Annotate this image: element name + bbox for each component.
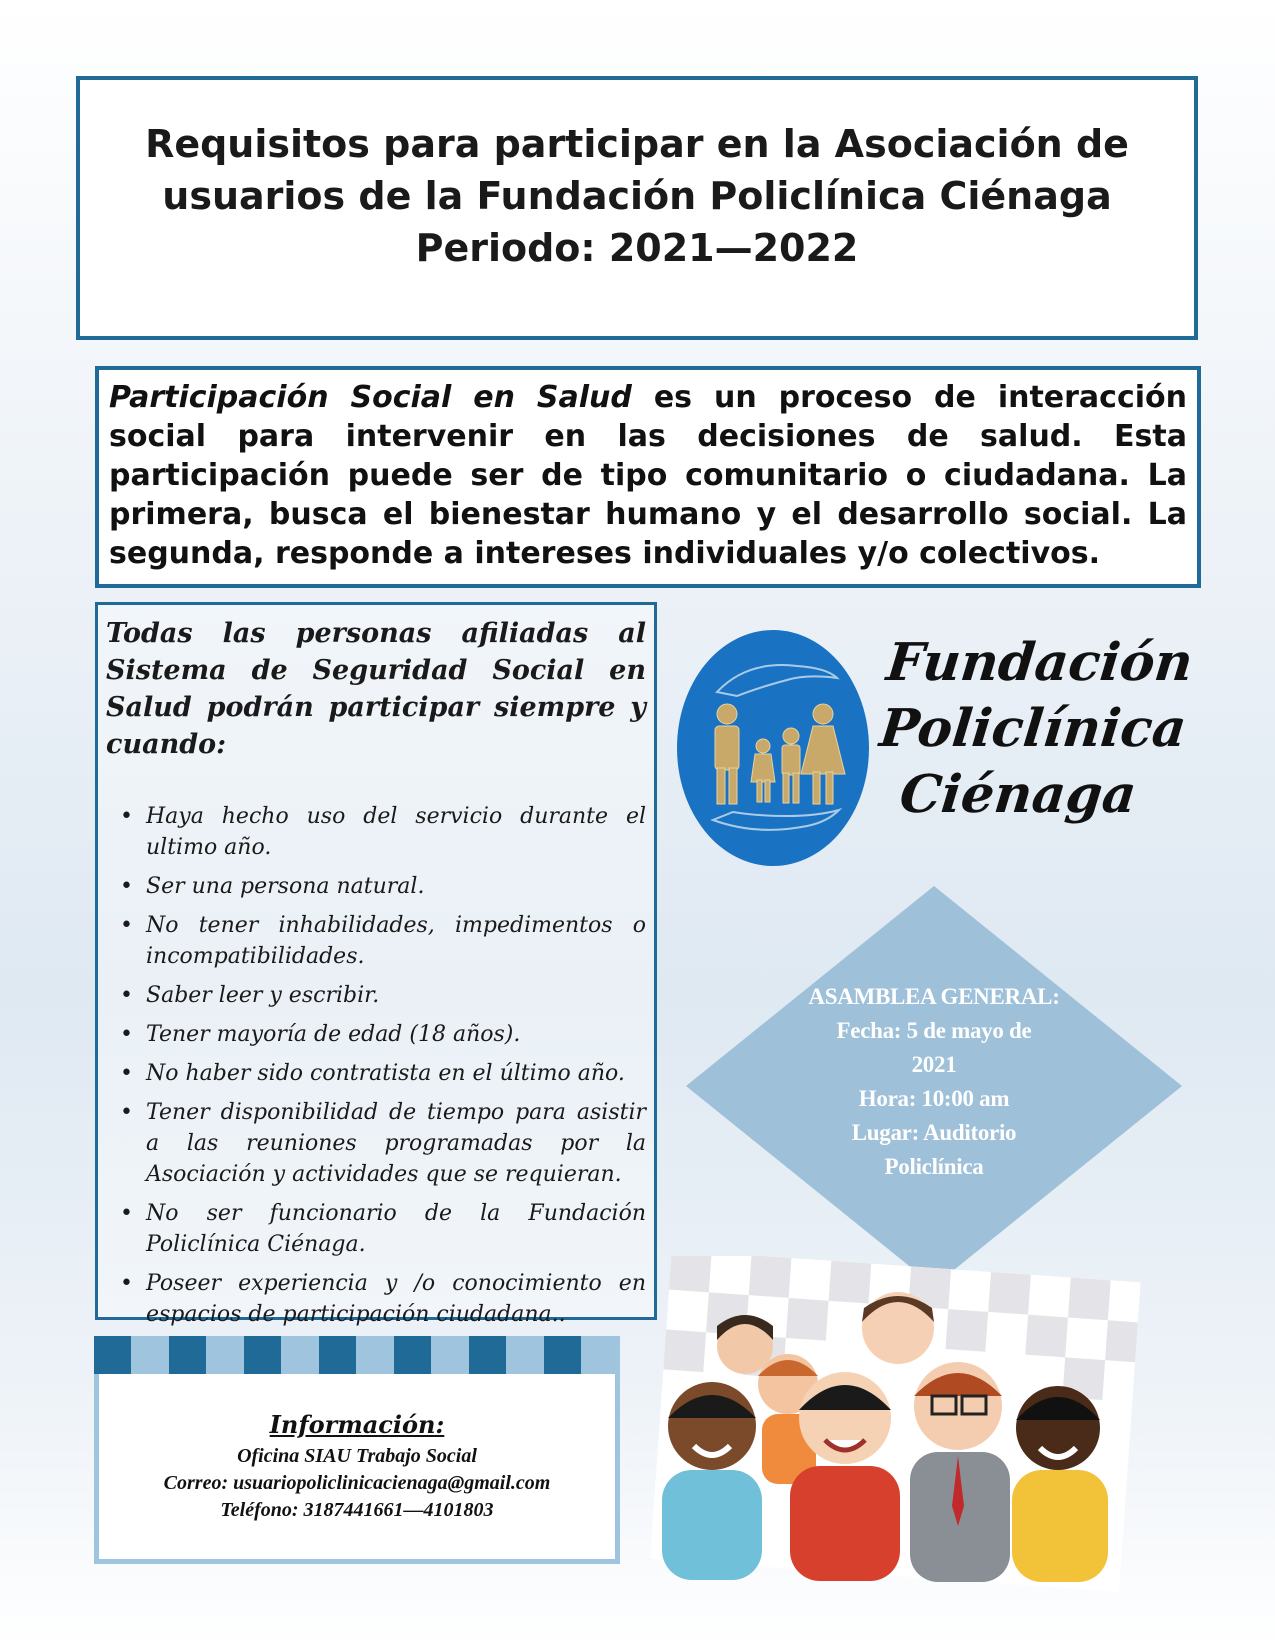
info-phone: Teléfono: 3187441661—4101803 [220, 1499, 494, 1521]
bullet-icon: • [120, 983, 133, 1008]
list-item-text: No haber sido contratista en el último año. [146, 1061, 625, 1086]
bullet-icon: • [120, 874, 133, 899]
bullet-icon: • [120, 1061, 133, 1086]
list-item-text: No tener inhabilidades, impedimentos o incompatibilidades. [146, 913, 646, 969]
list-item [106, 1198, 646, 1260]
info-office: Oficina SIAU Trabajo Social [237, 1445, 477, 1467]
intro-paragraph [109, 378, 1187, 573]
people-illustration [640, 1256, 1160, 1596]
requirements-heading: Todas las personas afiliadas al Sistema de Seguridad Social en Salud podrán participar siempre y cuando: [106, 618, 646, 760]
info-email: Correo: usuariopoliclinicacienaga@gmail.com [163, 1472, 551, 1494]
bullet-icon: • [120, 1100, 133, 1125]
info-stripe [94, 1336, 620, 1374]
list-item [106, 1019, 646, 1050]
family-icon [677, 630, 869, 866]
bullet-icon: • [120, 1022, 133, 1047]
bullet-icon: • [120, 804, 133, 829]
intro-emphasis: Participación Social en Salud [109, 380, 632, 415]
list-item [106, 1058, 646, 1089]
assembly-time: Hora: 10:00 am [858, 1086, 1010, 1111]
requirements-box [95, 602, 657, 1327]
requirements-list [106, 801, 646, 1330]
list-item [106, 980, 646, 1011]
list-item-text: Haya hecho uso del servicio durante el ultimo año. [146, 804, 646, 860]
title-line-3: Periodo: 2021—2022 [415, 226, 859, 270]
foundation-name [870, 630, 1196, 828]
list-item-text: Tener mayoría de edad (18 años). [146, 1022, 521, 1047]
list-item-text: No ser funcionario de la Fundación Policlínica Ciénaga. [146, 1201, 646, 1257]
info-heading: Información: [269, 1410, 445, 1439]
title-line-2: usuarios de la Fundación Policlínica Ciénaga [162, 174, 1112, 218]
assembly-place-line-1: Lugar: Auditorio [851, 1120, 1017, 1145]
people-group-icon [640, 1256, 1160, 1596]
bullet-icon: • [120, 1201, 133, 1226]
info-box [94, 1374, 620, 1564]
list-item-text: Tener disponibilidad de tiempo para asistir a las reuniones programadas por la Asociación y actividades que se requieran. [146, 1100, 646, 1187]
foundation-name-line-3: Ciénaga [897, 764, 1140, 825]
list-item-text: Ser una persona natural. [146, 874, 425, 899]
assembly-date-line-1: Fecha: 5 de mayo de [836, 1018, 1032, 1043]
intro-box [95, 366, 1201, 588]
list-item [106, 910, 646, 972]
title-line-1: Requisitos para participar en la Asociación de [145, 122, 1129, 166]
list-item [106, 1268, 646, 1330]
checker-stripe [94, 1336, 620, 1374]
title-box [76, 76, 1198, 340]
foundation-name-line-1: Fundación [883, 632, 1196, 693]
assembly-details [800, 980, 1068, 1184]
assembly-date-line-2: 2021 [911, 1052, 957, 1077]
assembly-title: ASAMBLEA GENERAL: [808, 984, 1060, 1009]
intro-body: es un proceso de interacción social para intervenir en las decisiones de salud. Esta participación puede ser de tipo comunitario o ciudadana. La primera, busca el bienestar humano y el desarrollo social. La segunda, responde a intereses individuales y/o colectivos. [109, 380, 1187, 571]
list-item [106, 1097, 646, 1190]
list-item-text: Poseer experiencia y /o conocimiento en espacios de participación ciudadana.. [146, 1271, 646, 1327]
foundation-name-line-2: Policlínica [876, 698, 1190, 759]
foundation-logo [677, 630, 869, 866]
bullet-icon: • [120, 913, 133, 938]
list-item [106, 871, 646, 902]
assembly-place-line-2: Policlínica [884, 1154, 984, 1179]
list-item [106, 801, 646, 863]
bullet-icon: • [120, 1271, 133, 1296]
list-item-text: Saber leer y escribir. [146, 983, 380, 1008]
